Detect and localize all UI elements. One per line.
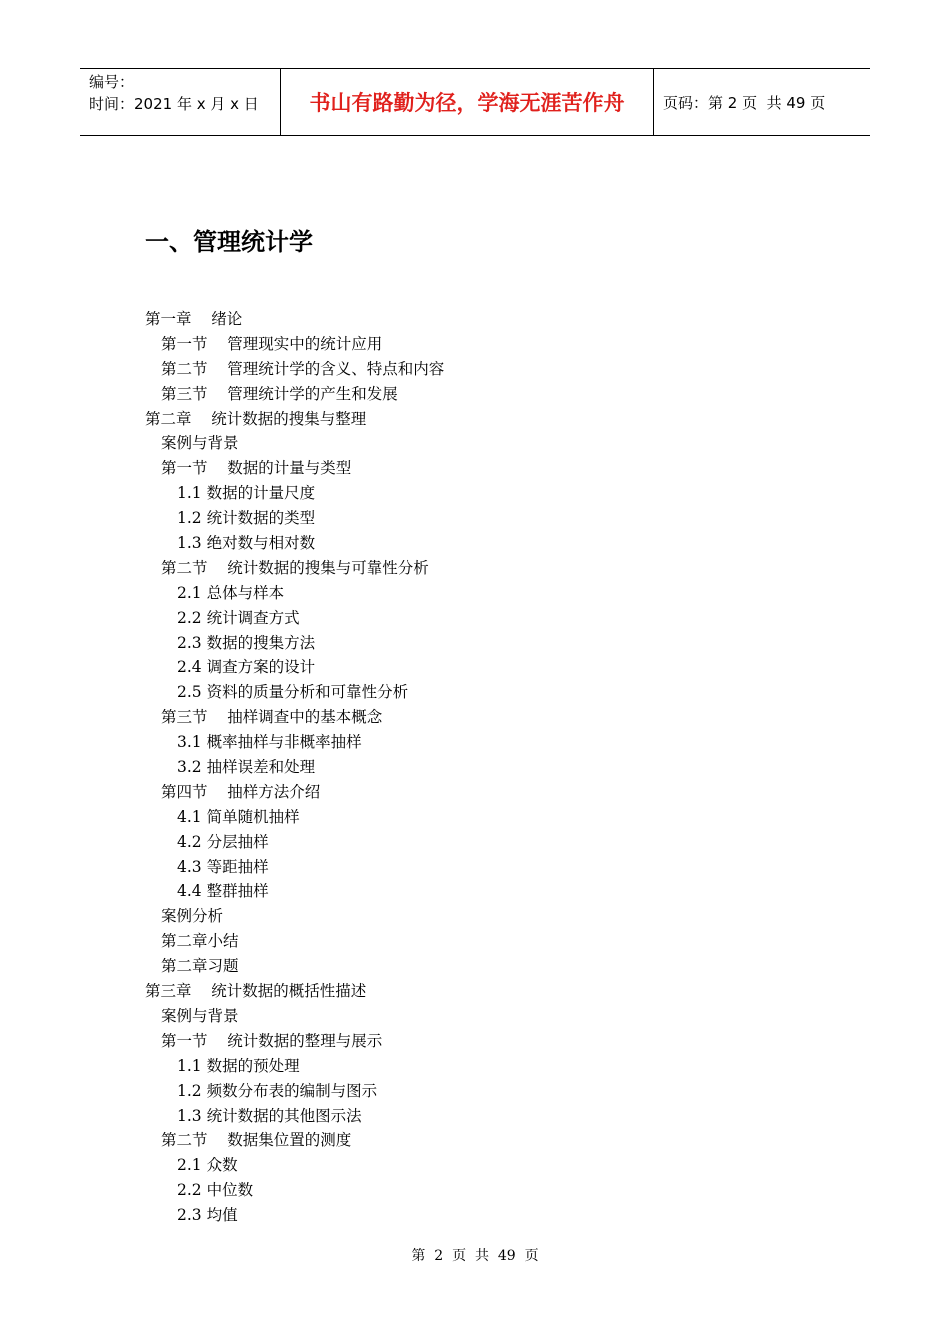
toc-entry: 2.1 众数 <box>177 1156 238 1175</box>
page-header <box>80 68 870 136</box>
toc-entry: 第三节 抽样调查中的基本概念 <box>161 708 383 727</box>
toc-entry: 4.3 等距抽样 <box>177 857 269 876</box>
page-label: 页码：第 2 页 共 49 页 <box>663 93 826 112</box>
toc-entry: 2.5 资料的质量分析和可靠性分析 <box>177 683 409 702</box>
toc-entry: 第三章 统计数据的概括性描述 <box>145 982 367 1001</box>
toc-entry: 3.1 概率抽样与非概率抽样 <box>177 733 362 752</box>
number-label: 编号： <box>89 73 135 91</box>
toc-entry: 1.1 数据的预处理 <box>177 1056 300 1075</box>
toc-entry: 1.2 统计数据的类型 <box>177 509 316 528</box>
toc-entry: 2.3 均值 <box>177 1206 238 1225</box>
header-meta <box>80 69 281 135</box>
toc-entry: 2.1 总体与样本 <box>177 583 285 602</box>
table-of-contents <box>145 307 444 1228</box>
toc-entry: 第一章 绪论 <box>145 310 243 328</box>
time-label: 时间：2021 年 x 月 x 日 <box>89 95 259 113</box>
toc-entry: 2.2 统计调查方式 <box>177 608 300 627</box>
toc-entry: 第二节 管理统计学的含义、特点和内容 <box>161 359 445 378</box>
toc-entry: 第四节 抽样方法介绍 <box>161 782 321 801</box>
toc-entry: 3.2 抽样误差和处理 <box>177 758 316 777</box>
toc-entry: 案例分析 <box>161 907 224 926</box>
toc-entry: 第一节 数据的计量与类型 <box>161 459 352 478</box>
toc-entry: 第二章 统计数据的搜集与整理 <box>145 409 367 428</box>
toc-entry: 第二章习题 <box>161 957 239 976</box>
toc-entry: 第二章小结 <box>161 932 239 951</box>
toc-entry: 2.3 数据的搜集方法 <box>177 633 316 652</box>
toc-entry: 第三节 管理统计学的产生和发展 <box>161 384 398 403</box>
toc-entry: 第二节 统计数据的搜集与可靠性分析 <box>161 558 429 577</box>
toc-entry: 1.1 数据的计量尺度 <box>177 484 316 503</box>
header-motto: 书山有路勤为径，学海无涯苦作舟 <box>281 69 654 135</box>
section-title: 一、管理统计学 <box>145 228 313 256</box>
toc-entry: 1.3 绝对数与相对数 <box>177 534 316 553</box>
toc-entry: 第一节 管理现实中的统计应用 <box>161 334 383 353</box>
toc-entry: 案例与背景 <box>161 434 239 453</box>
header-page-info <box>654 69 870 135</box>
toc-entry: 4.2 分层抽样 <box>177 832 269 851</box>
toc-entry: 1.2 频数分布表的编制与图示 <box>177 1081 378 1100</box>
toc-entry: 第一节 统计数据的整理与展示 <box>161 1031 383 1050</box>
toc-entry: 2.2 中位数 <box>177 1181 254 1200</box>
toc-entry: 第二节 数据集位置的测度 <box>161 1131 352 1150</box>
toc-entry: 4.4 整群抽样 <box>177 882 269 901</box>
toc-entry: 1.3 统计数据的其他图示法 <box>177 1106 362 1125</box>
toc-entry: 4.1 简单随机抽样 <box>177 807 300 826</box>
toc-entry: 案例与背景 <box>161 1006 239 1025</box>
page-footer: 第 2 页 共 49 页 <box>411 1248 539 1264</box>
toc-entry: 2.4 调查方案的设计 <box>177 658 316 677</box>
